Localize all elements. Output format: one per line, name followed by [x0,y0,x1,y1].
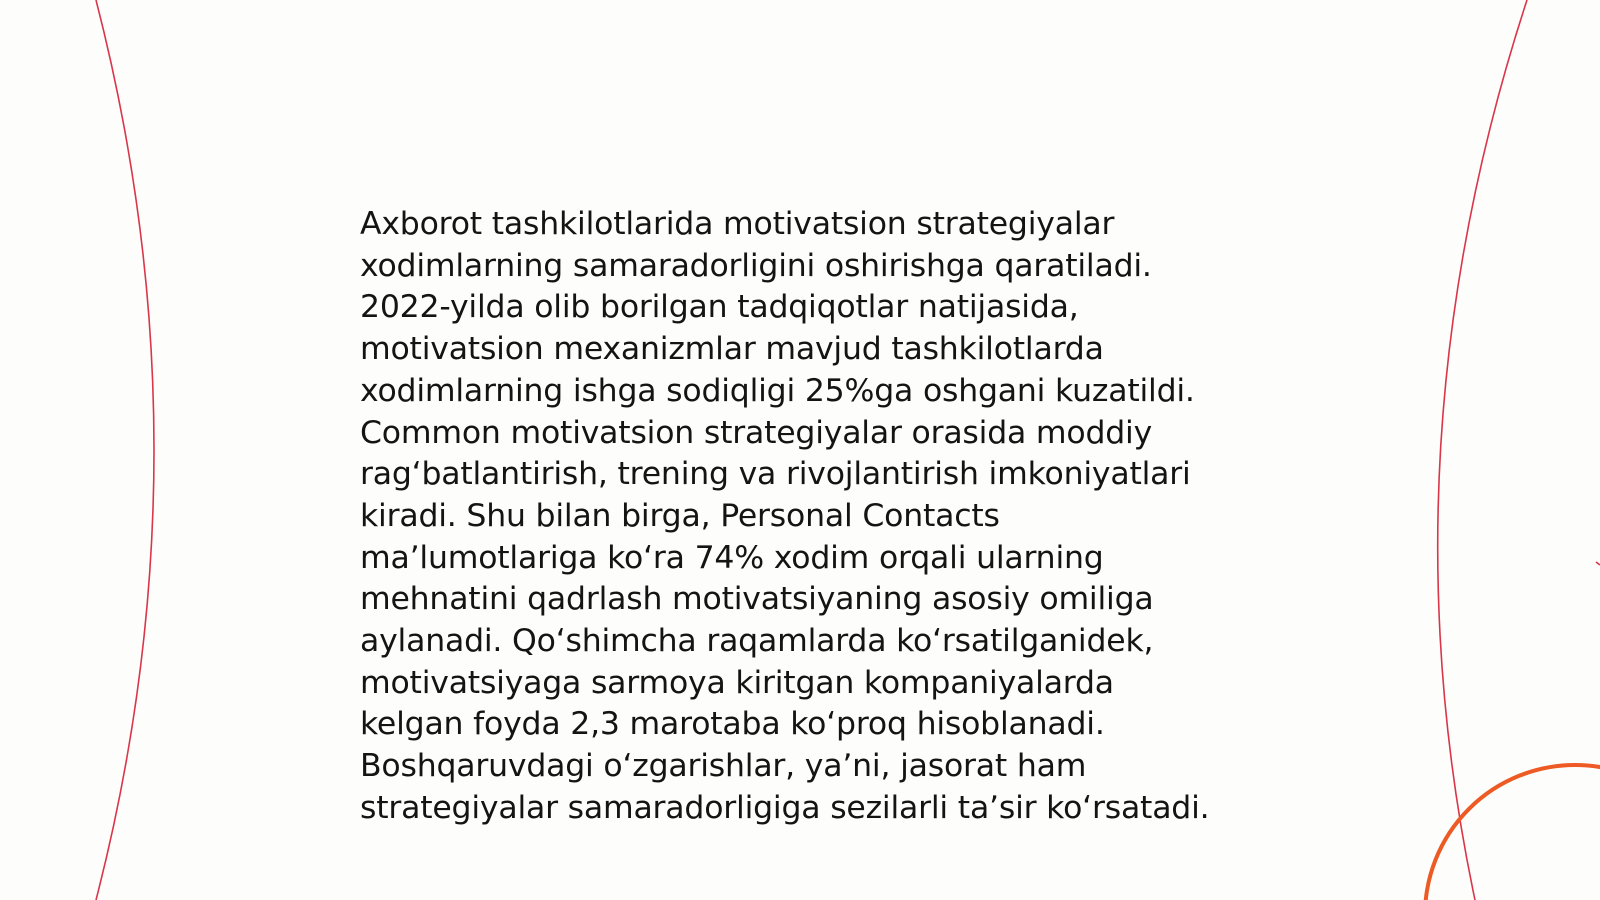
left-arc-line [96,0,154,900]
body-line: xodimlarning ishga sodiqligi 25%ga oshgani kuzatildi. [360,372,1195,409]
right-edge-tick [1596,562,1600,565]
body-line: motivatsion mexanizmlar mavjud tashkilotlarda [360,331,1104,368]
accent-circle [1425,765,1600,900]
body-line: aylanadi. Qo‘shimcha raqamlarda ko‘rsatilganidek, [360,623,1154,660]
body-line: motivatsiyaga sarmoya kiritgan kompaniyalarda [360,664,1114,701]
body-line: ma’lumotlariga ko‘ra 74% xodim orqali ularning [360,539,1104,576]
body-line: Axborot tashkilotlarida motivatsion strategiyalar [360,206,1115,242]
body-line: mehnatini qadrlash motivatsiyaning asosiy omiliga [360,581,1154,618]
body-line: kiradi. Shu bilan birga, Personal Contacts [360,497,1000,534]
body-line: kelgan foyda 2,3 marotaba ko‘proq hisoblanadi. [360,706,1105,743]
body-line: 2022-yilda olib borilgan tadqiqotlar natijasida, [360,289,1079,326]
right-arc-line [1438,0,1527,900]
body-line: xodimlarning samaradorligini oshirishga qaratiladi. [360,247,1152,284]
body-line: Common motivatsion strategiyalar orasida moddiy [360,414,1153,451]
body-line: rag‘batlantirish, trening va rivojlantirish imkoniyatlari [360,456,1191,493]
body-line: Boshqaruvdagi o‘zgarishlar, ya’ni, jasorat ham [360,748,1087,785]
body-line: strategiyalar samaradorligiga sezilarli ta’sir ko‘rsatadi. [360,789,1210,826]
body-paragraph [360,204,1260,830]
